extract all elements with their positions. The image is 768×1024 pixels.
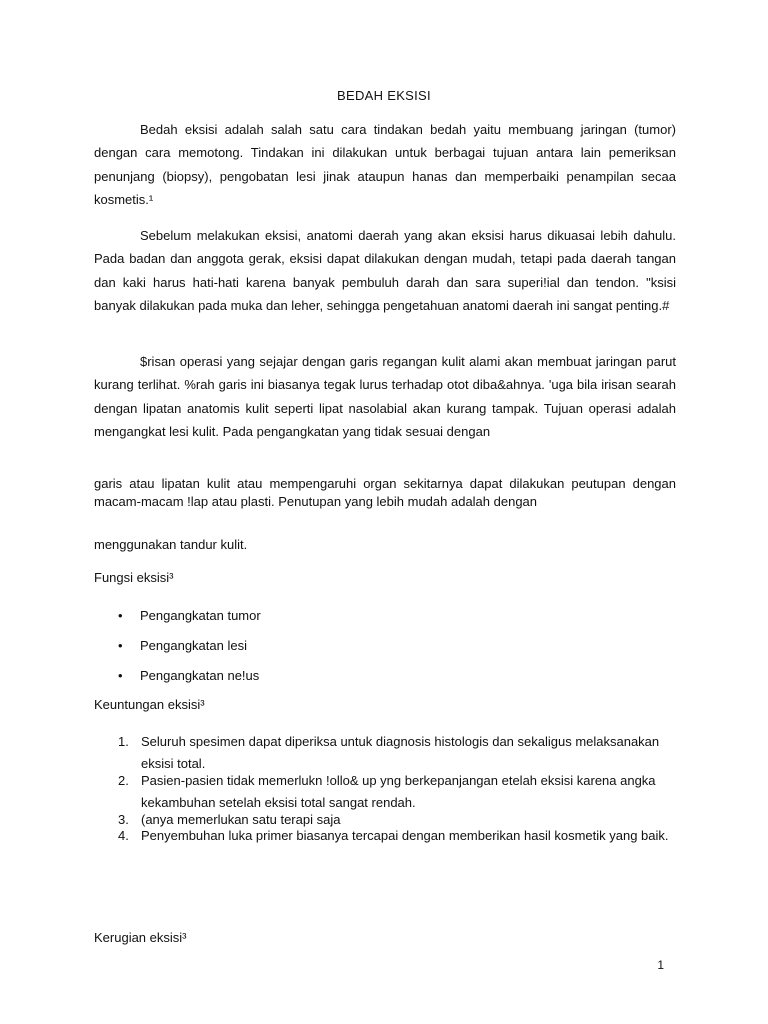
bullet-icon: •: [118, 668, 123, 683]
bullet-icon: •: [118, 608, 123, 623]
paragraph-1: [94, 118, 676, 211]
bullet-icon: •: [118, 638, 123, 653]
list-item: • Pengangkatan ne!us: [118, 668, 260, 683]
page-number: 1: [657, 958, 664, 972]
list-item: • Pengangkatan tumor: [118, 608, 261, 623]
paragraph-2-text: Sebelum melakukan eksisi, anatomi daerah yang akan eksisi harus dikuasai lebih dahulu. Pada badan dan anggota gerak, eksisi dapat dilakukan dengan mudah, tetapi pada daerah tangan dan kaki harus hati-hati karena banyak pembuluh darah dan sara superi!ial dan tendon. "ksisi banyak dilakukan pada muka dan leher, sehingga pengetahuan anatomi daerah ini sangat penting.#: [94, 228, 676, 313]
document-title: BEDAH EKSISI: [337, 88, 431, 103]
numbered-item-3: 3. (anya memerlukan satu terapi saja: [118, 812, 341, 827]
keuntungan-heading: Keuntungan eksisi³: [94, 697, 205, 712]
paragraph-1-text: Bedah eksisi adalah salah satu cara tindakan bedah yaitu membuang jaringan (tumor) dengan cara memotong. Tindakan ini dilakukan untuk berbagai tujuan antara lain pemeriksan penunjang (biopsy), pengobatan lesi jinak ataupun hanas dan memperbaiki penampilan secaa kosmetis.¹: [94, 122, 676, 207]
kerugian-heading: Kerugian eksisi³: [94, 930, 187, 945]
list-item: • Pengangkatan lesi: [118, 638, 247, 653]
paragraph-3: [94, 350, 676, 443]
numbered-item-1: 1. Seluruh spesimen dapat diperiksa untuk diagnosis histologis dan sekaligus melaksanakan eksisi total.: [118, 734, 660, 771]
paragraph-4: garis atau lipatan kulit atau mempengaruhi organ sekitarnya dapat dilakukan peutupan dengan macam-macam !lap atau plasti. Penutupan yang lebih mudah adalah dengan: [94, 476, 676, 509]
numbered-item-2: 2. Pasien-pasien tidak memerlukn !ollo& up yng berkepanjangan etelah eksisi karena angka kekambuhan setelah eksisi total sangat rendah.: [118, 773, 656, 810]
paragraph-3-text: $risan operasi yang sejajar dengan garis regangan kulit alami akan membuat jaringan parut kurang terlihat. %rah garis ini biasanya tegak lurus terhadap otot diba&ahnya. 'uga bila irisan searah dengan lipatan anatomis kulit seperti lipat nasolabial akan kurang tampak. Tujuan operasi adalah mengangkat lesi kulit. Pada pengangkatan yang tidak sesuai dengan: [94, 354, 676, 439]
paragraph-5: menggunakan tandur kulit.: [94, 537, 248, 552]
fungsi-heading: Fungsi eksisi³: [94, 570, 174, 585]
numbered-item-4: 4. Penyembuhan luka primer biasanya tercapai dengan memberikan hasil kosmetik yang baik.: [118, 828, 669, 843]
paragraph-2: [94, 224, 676, 317]
